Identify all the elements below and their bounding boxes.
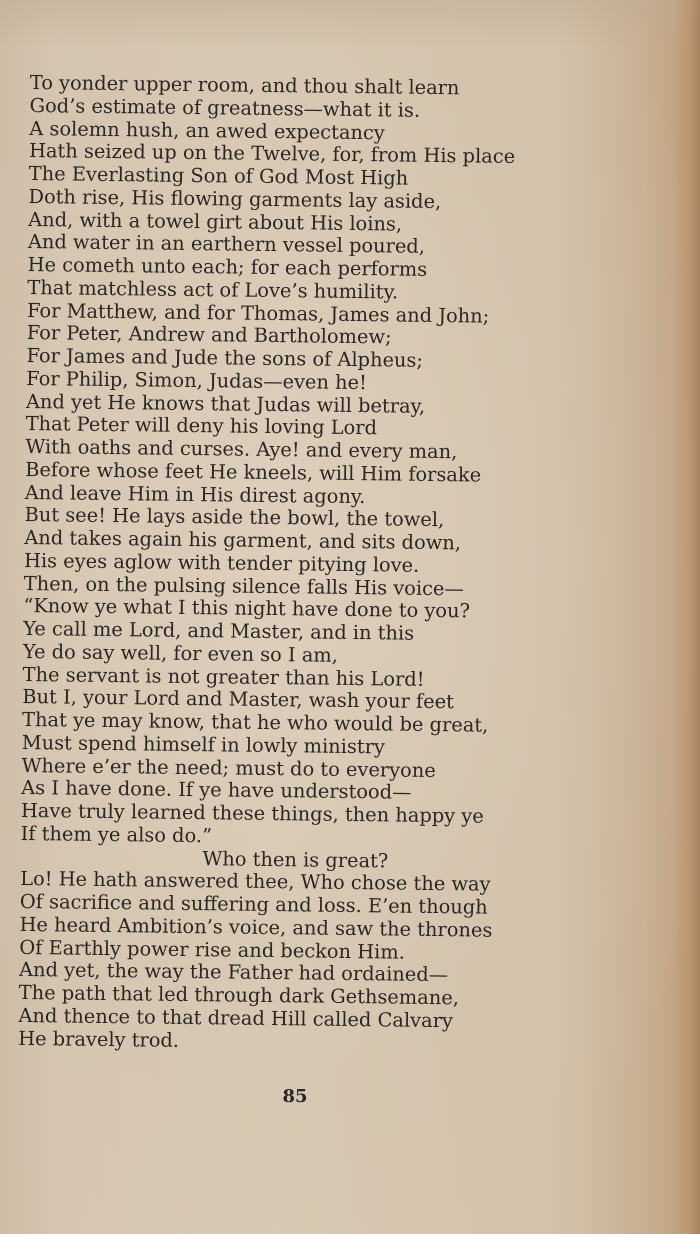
page-top-shading [0, 0, 700, 50]
poem-line: But I, your Lord and Master, wash your feet [22, 685, 455, 714]
poem-line: God’s estimate of greatness—what it is. [29, 93, 421, 122]
poem-line-centered: Who then is great? [202, 846, 389, 872]
poem-line: Of Earthly power rise and beckon Him. [19, 935, 406, 964]
poem-line: He bravely trod. [18, 1026, 180, 1052]
poem-line: Ye call me Lord, and Master, and in this [23, 616, 415, 645]
poem-line: Then, on the pulsing silence falls His voice— [23, 571, 465, 600]
poem-line: Ye do say well, for even so I am, [22, 639, 339, 667]
page-number: 85 [282, 1086, 308, 1107]
poem-line: To yonder upper room, and thou shalt learn [29, 71, 460, 100]
poem-line: Must spend himself in lowly ministry [21, 730, 386, 759]
poem-line: Hath seized up on the Twelve, for, from His place [28, 139, 516, 169]
page-edge-shading [674, 0, 700, 1234]
poem-line: The servant is not greater than his Lord! [22, 662, 425, 691]
poem-line: For Philip, Simon, Judas—even he! [26, 366, 368, 394]
poem-line: Of sacrifice and suffering and loss. E’en though [19, 889, 488, 919]
poem-line: As I have done. If ye have understood— [21, 776, 412, 804]
poem-line: For James and Jude the sons of Alpheus; [26, 343, 424, 372]
poem-line: And, with a towel girt about His loins, [28, 207, 403, 236]
poem-line: For Peter, Andrew and Bartholomew; [26, 321, 392, 349]
poem-line: That matchless act of Love’s humility. [27, 275, 399, 304]
poem-line: That Peter will deny his loving Lord [25, 412, 378, 440]
poem-line: And yet, the way the Father had ordained— [18, 958, 449, 987]
poem-line: With oaths and curses. Aye! and every man, [25, 434, 458, 464]
poem-line: Have truly learned these things, then happy ye [20, 798, 484, 828]
poem-line: And thence to that dread Hill called Calvary [18, 1003, 454, 1032]
poem-line: Lo! He hath answered thee, Who chose the way [20, 867, 491, 896]
poem-line: That ye may know, that he who would be great, [21, 707, 489, 737]
poem-line: And leave Him in His direst agony. [24, 480, 366, 508]
poem-line: And yet He knows that Judas will betray, [25, 389, 426, 418]
poem-text [18, 72, 590, 1057]
poem-line: The Everlasting Son of God Most High [28, 161, 409, 190]
poem-line: Where e’er the need; must do to everyone [21, 753, 436, 782]
poem-line: And takes again his garment, and sits down, [24, 525, 462, 555]
poem-line: He heard Ambition’s voice, and saw the thrones [19, 912, 493, 942]
poem-line: He cometh unto each; for each performs [27, 252, 428, 281]
poem-line: For Matthew, and for Thomas, James and John; [26, 298, 490, 328]
poem-line: Doth rise, His flowing garments lay aside, [28, 184, 442, 213]
poem-line: The path that led through dark Gethsemane, [18, 980, 460, 1010]
poem-line: But see! He lays aside the bowl, the towel, [24, 503, 445, 532]
poem-line: A solemn hush, an awed expectancy [29, 116, 385, 144]
poem-line: Before whose feet He kneels, will Him forsake [25, 457, 482, 487]
poem-line: If them ye also do.” [20, 821, 213, 848]
poem-line: “Know ye what I this night have done to you? [23, 594, 471, 623]
poem-line: And water in an earthern vessel poured, [27, 230, 426, 259]
poem-line: His eyes aglow with tender pitying love. [23, 548, 420, 577]
